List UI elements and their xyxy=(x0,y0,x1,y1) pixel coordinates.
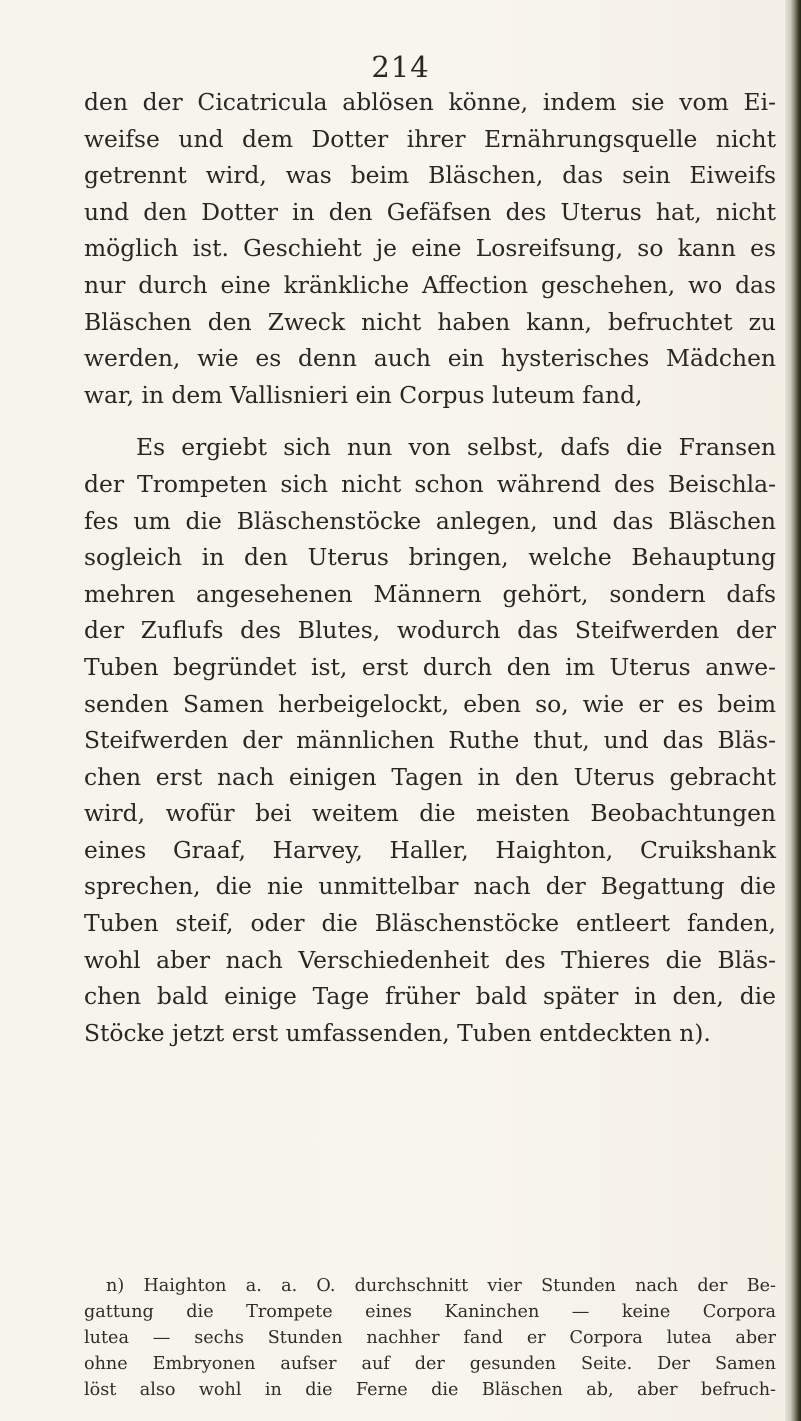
text-line: werden, wie es denn auch ein hysterisches Mädchen xyxy=(84,344,776,373)
text-line: weifse und dem Dotter ihrer Ernährungsquelle nicht xyxy=(84,124,776,153)
paragraph-1 xyxy=(84,84,776,413)
text-line: chen erst nach einigen Tagen in den Uterus gebracht xyxy=(84,762,776,791)
main-text xyxy=(84,84,776,1051)
text-line: den der Cicatricula ablösen könne, indem sie vom Ei- xyxy=(84,88,776,116)
page-number: 214 xyxy=(371,50,430,84)
text-line: Bläschen den Zweck nicht haben kann, befruchtet zu xyxy=(84,307,776,336)
footnote-line: n) Haighton a. a. O. durchschnitt vier Stunden nach der Be- xyxy=(106,1276,776,1296)
footnote-line: gattung die Trompete eines Kaninchen — keine Corpora xyxy=(84,1302,776,1322)
paragraph-2 xyxy=(84,429,776,1051)
text-line: wird, wofür bei weitem die meisten Beobachtungen xyxy=(84,799,776,828)
text-line: Stöcke jetzt erst umfassenden, Tuben entdeckten n). xyxy=(84,1018,711,1047)
text-line: Es ergiebt sich nun von selbst, dafs die Fransen xyxy=(136,433,776,462)
text-line: chen bald einige Tage früher bald später in den, die xyxy=(84,982,776,1011)
text-line: eines Graaf, Harvey, Haller, Haighton, Cruikshank xyxy=(84,835,776,864)
text-line: mehren angesehenen Männern gehört, sondern dafs xyxy=(84,579,776,608)
text-line: fes um die Bläschenstöcke anlegen, und das Bläschen xyxy=(84,506,776,535)
text-line: Tuben begründet ist, erst durch den im Uterus anwe- xyxy=(84,652,776,681)
footnote-line: ohne Embryonen aufser auf der gesunden Seite. Der Samen xyxy=(84,1354,776,1374)
footnote-line: löst also wohl in die Ferne die Bläschen ab, aber befruch- xyxy=(84,1380,776,1400)
text-line: der Zuflufs des Blutes, wodurch das Steifwerden der xyxy=(84,616,776,645)
text-line: Tuben steif, oder die Bläschenstöcke entleert fanden, xyxy=(84,909,776,938)
text-line: sogleich in den Uterus bringen, welche Behauptung xyxy=(84,543,776,572)
text-line: sprechen, die nie unmittelbar nach der Begattung die xyxy=(84,872,776,901)
text-line: war, in dem Vallisnieri ein Corpus luteum fand, xyxy=(84,380,643,409)
text-line: und den Dotter in den Gefäfsen des Uterus hat, nicht xyxy=(84,197,776,226)
text-line: Steifwerden der männlichen Ruthe thut, und das Bläs- xyxy=(84,726,776,755)
text-line: der Trompeten sich nicht schon während des Beischla- xyxy=(84,469,776,498)
page-edge-shadow xyxy=(785,0,801,1421)
text-line: getrennt wird, was beim Bläschen, das sein Eiweifs xyxy=(84,161,776,190)
footnote xyxy=(84,1273,776,1403)
text-line: möglich ist. Geschieht je eine Losreifsung, so kann es xyxy=(84,234,776,263)
text-line: nur durch eine kränkliche Affection geschehen, wo das xyxy=(84,270,776,299)
text-line: senden Samen herbeigelockt, eben so, wie er es beim xyxy=(84,689,776,718)
text-line: wohl aber nach Verschiedenheit des Thieres die Bläs- xyxy=(84,945,776,974)
paragraph-gap xyxy=(84,413,776,429)
footnote-line: lutea — sechs Stunden nachher fand er Corpora lutea aber xyxy=(84,1328,776,1348)
